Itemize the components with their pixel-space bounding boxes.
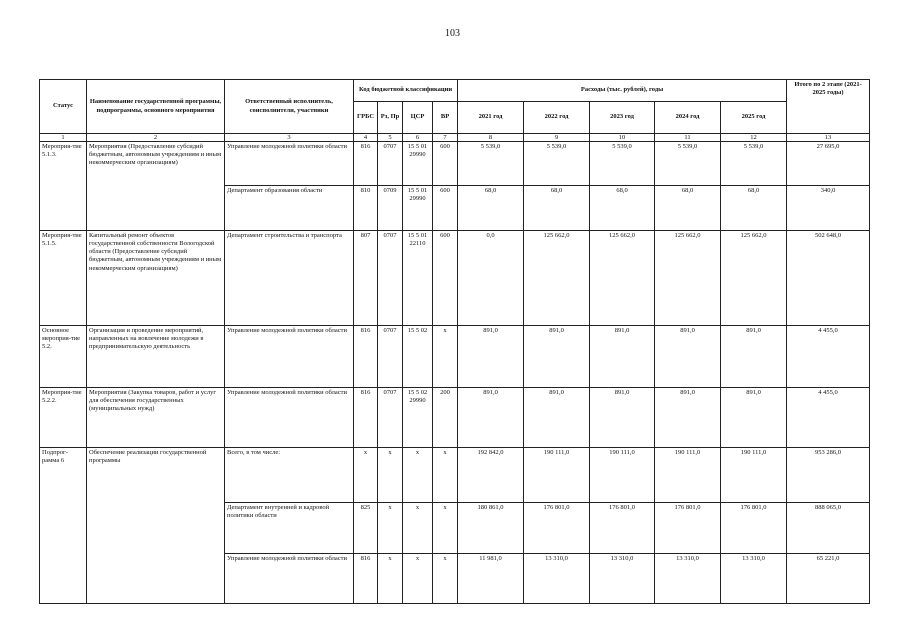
cell-total: 888 065,0 (787, 503, 870, 554)
cell-2024: 176 801,0 (655, 503, 721, 554)
header-rzpr: Рз, Пр (378, 102, 403, 134)
row-name: Обеспечение реализации государственной программы (87, 448, 225, 604)
cell-total: 953 286,0 (787, 448, 870, 503)
cell-rzpr: 0709 (378, 186, 403, 231)
col-num: 11 (655, 134, 721, 142)
cell-2022: 68,0 (524, 186, 590, 231)
cell-2022: 176 801,0 (524, 503, 590, 554)
cell-total: 4 455,0 (787, 326, 870, 388)
col-num: 2 (87, 134, 225, 142)
cell-2022: 125 662,0 (524, 231, 590, 326)
col-num: 3 (225, 134, 354, 142)
row-executor: Департамент внутренней и кадровой политики области (225, 503, 354, 554)
cell-2024: 5 539,0 (655, 142, 721, 186)
header-2021: 2021 год (458, 102, 524, 134)
cell-2022: 13 310,0 (524, 554, 590, 604)
cell-2023: 891,0 (590, 388, 655, 448)
cell-vr: 600 (433, 231, 458, 326)
cell-rzpr: 0707 (378, 388, 403, 448)
cell-2022: 891,0 (524, 388, 590, 448)
table-row (40, 388, 870, 448)
col-num: 8 (458, 134, 524, 142)
cell-2025: 176 801,0 (721, 503, 787, 554)
header-2024: 2024 год (655, 102, 721, 134)
cell-csr: x (403, 448, 433, 503)
cell-2023: 13 310,0 (590, 554, 655, 604)
cell-2025: 5 539,0 (721, 142, 787, 186)
row-executor: Департамент строительства и транспорта (225, 231, 354, 326)
cell-2021: 68,0 (458, 186, 524, 231)
cell-2025: 891,0 (721, 326, 787, 388)
header-csr: ЦСР (403, 102, 433, 134)
cell-2024: 891,0 (655, 388, 721, 448)
column-number-row (40, 134, 870, 142)
cell-rzpr: x (378, 503, 403, 554)
cell-2024: 891,0 (655, 326, 721, 388)
row-status: Мероприя-тие 5.1.3. (40, 142, 87, 231)
col-num: 4 (354, 134, 378, 142)
cell-total: 65 221,0 (787, 554, 870, 604)
row-name: Мероприятия (Закупка товаров, работ и услуг для обеспечения государственных (муниципальных нужд) (87, 388, 225, 448)
cell-vr: x (433, 326, 458, 388)
header-grbs: ГРБС (354, 102, 378, 134)
cell-csr: 15 5 01 29990 (403, 186, 433, 231)
cell-total: 27 695,0 (787, 142, 870, 186)
cell-vr: x (433, 503, 458, 554)
cell-grbs: 825 (354, 503, 378, 554)
row-executor: Управление молодежной политики области (225, 326, 354, 388)
row-executor: Управление молодежной политики области (225, 554, 354, 604)
cell-vr: 200 (433, 388, 458, 448)
row-executor: Всего, в том числе: (225, 448, 354, 503)
row-executor: Управление молодежной политики области (225, 142, 354, 186)
cell-csr: x (403, 554, 433, 604)
col-num: 7 (433, 134, 458, 142)
cell-rzpr: 0707 (378, 326, 403, 388)
row-name: Организация и проведение мероприятий, направленных на вовлечение молодежи в предпринимательскую деятельность (87, 326, 225, 388)
cell-grbs: 807 (354, 231, 378, 326)
col-num: 12 (721, 134, 787, 142)
header-row-1 (40, 80, 870, 102)
header-expenses: Расходы (тыс. рублей), годы (458, 80, 787, 102)
row-status: Мероприя-тие 5.2.2. (40, 388, 87, 448)
col-num: 6 (403, 134, 433, 142)
cell-2025: 68,0 (721, 186, 787, 231)
header-2023: 2023 год (590, 102, 655, 134)
header-status: Статус (40, 80, 87, 134)
cell-2022: 5 539,0 (524, 142, 590, 186)
row-status: Мероприя-тие 5.1.5. (40, 231, 87, 326)
row-executor: Управление молодежной политики области (225, 388, 354, 448)
cell-rzpr: 0707 (378, 231, 403, 326)
header-2025: 2025 год (721, 102, 787, 134)
cell-total: 502 648,0 (787, 231, 870, 326)
cell-2021: 11 981,0 (458, 554, 524, 604)
header-2022: 2022 год (524, 102, 590, 134)
cell-2024: 13 310,0 (655, 554, 721, 604)
cell-2023: 176 801,0 (590, 503, 655, 554)
cell-total: 4 455,0 (787, 388, 870, 448)
row-status: Основное мероприя-тие 5.2. (40, 326, 87, 388)
cell-grbs: x (354, 448, 378, 503)
budget-table (39, 79, 870, 604)
cell-rzpr: 0707 (378, 142, 403, 186)
cell-2024: 125 662,0 (655, 231, 721, 326)
row-name: Мероприятия (Предоставление субсидий бюджетным, автономным учреждениям и иным некоммерческим организациям) (87, 142, 225, 231)
table-row (40, 231, 870, 326)
cell-csr: 15 5 02 (403, 326, 433, 388)
header-total: Итого по 2 этапе (2021-2025 годы) (787, 80, 870, 134)
cell-2022: 190 111,0 (524, 448, 590, 503)
cell-2021: 891,0 (458, 326, 524, 388)
cell-2021: 891,0 (458, 388, 524, 448)
table-row (40, 142, 870, 186)
col-num: 5 (378, 134, 403, 142)
cell-2025: 125 662,0 (721, 231, 787, 326)
col-num: 9 (524, 134, 590, 142)
header-budget-code: Код бюджетной классификации (354, 80, 458, 102)
cell-grbs: 816 (354, 142, 378, 186)
cell-grbs: 816 (354, 388, 378, 448)
cell-2022: 891,0 (524, 326, 590, 388)
cell-grbs: 816 (354, 326, 378, 388)
cell-2024: 190 111,0 (655, 448, 721, 503)
cell-rzpr: x (378, 448, 403, 503)
col-num: 1 (40, 134, 87, 142)
cell-vr: x (433, 554, 458, 604)
cell-2025: 13 310,0 (721, 554, 787, 604)
cell-2023: 891,0 (590, 326, 655, 388)
cell-rzpr: x (378, 554, 403, 604)
cell-csr: x (403, 503, 433, 554)
cell-2021: 5 539,0 (458, 142, 524, 186)
cell-csr: 15 5 01 29990 (403, 142, 433, 186)
cell-vr: x (433, 448, 458, 503)
cell-2025: 190 111,0 (721, 448, 787, 503)
header-vr: ВР (433, 102, 458, 134)
cell-2021: 180 861,0 (458, 503, 524, 554)
col-num: 10 (590, 134, 655, 142)
cell-2023: 5 539,0 (590, 142, 655, 186)
cell-2021: 192 842,0 (458, 448, 524, 503)
cell-grbs: 810 (354, 186, 378, 231)
cell-vr: 600 (433, 186, 458, 231)
cell-2025: 891,0 (721, 388, 787, 448)
cell-total: 340,0 (787, 186, 870, 231)
header-executor: Ответственный исполнитель, соисполнители, участники (225, 80, 354, 134)
row-status: Подпрог-рамма 6 (40, 448, 87, 604)
cell-csr: 15 5 01 22110 (403, 231, 433, 326)
cell-2021: 0,0 (458, 231, 524, 326)
col-num: 13 (787, 134, 870, 142)
cell-2024: 68,0 (655, 186, 721, 231)
cell-2023: 68,0 (590, 186, 655, 231)
table-row (40, 448, 870, 503)
page-number: 103 (445, 28, 460, 39)
header-name: Наименование государственной программы, подпрограммы, основного мероприятия (87, 80, 225, 134)
row-executor: Департамент образования области (225, 186, 354, 231)
table-row (40, 326, 870, 388)
cell-csr: 15 5 02 29990 (403, 388, 433, 448)
cell-2023: 125 662,0 (590, 231, 655, 326)
cell-2023: 190 111,0 (590, 448, 655, 503)
row-name: Капитальный ремонт объектов государственной собственности Вологодской области (Предоставление субсидий бюджетным, автономным учреждениям и иным некоммерческим организациям) (87, 231, 225, 326)
cell-grbs: 816 (354, 554, 378, 604)
cell-vr: 600 (433, 142, 458, 186)
